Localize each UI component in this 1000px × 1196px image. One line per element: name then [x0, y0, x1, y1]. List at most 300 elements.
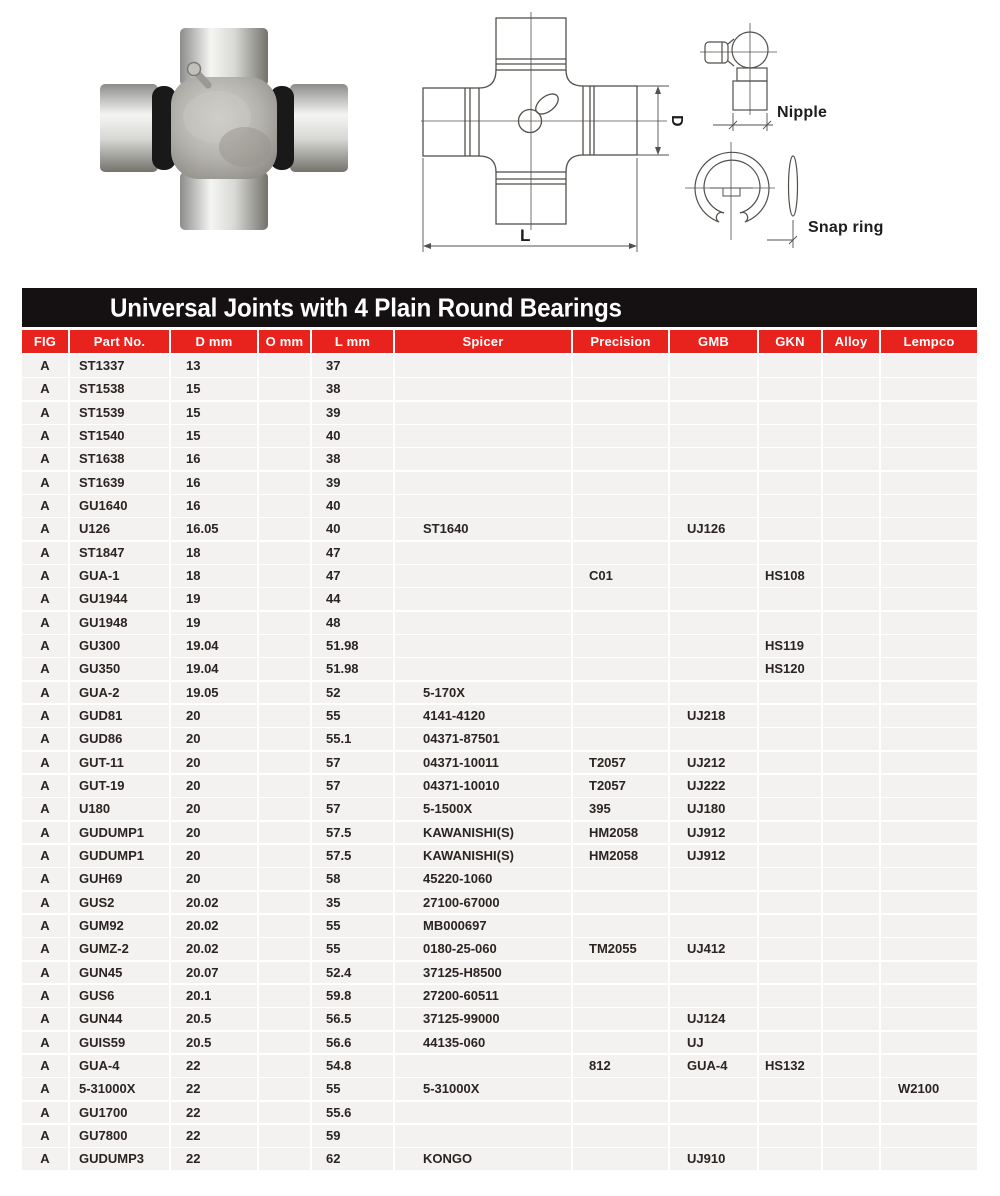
table-cell-lempco	[881, 448, 977, 470]
table-cell-spicer: 37125-99000	[395, 1008, 571, 1030]
table-cell-lempco	[881, 402, 977, 424]
title-banner	[22, 288, 977, 327]
table-body	[22, 355, 977, 1170]
table-cell-l-mm: 39	[312, 402, 393, 424]
table-cell-spicer: 45220-1060	[395, 868, 571, 890]
table-cell-alloy	[823, 635, 879, 657]
table-cell-gmb: UJ218	[670, 705, 757, 727]
table-cell-o-mm	[259, 658, 310, 680]
table-cell-spicer	[395, 565, 571, 587]
table-cell-lempco	[881, 1148, 977, 1170]
table-cell-gmb	[670, 868, 757, 890]
table-cell-gkn	[759, 588, 821, 610]
nipple-label: Nipple	[777, 104, 828, 121]
table-cell-fig: A	[22, 798, 68, 820]
table-cell-spicer	[395, 378, 571, 400]
table-cell-gmb: UJ126	[670, 518, 757, 540]
table-cell-fig: A	[22, 682, 68, 704]
table-cell-lempco	[881, 752, 977, 774]
table-cell-spicer	[395, 355, 571, 377]
table-cell-o-mm	[259, 798, 310, 820]
table-cell-lempco	[881, 658, 977, 680]
table-cell-lempco	[881, 938, 977, 960]
table-cell-precision	[573, 518, 668, 540]
table-cell-o-mm	[259, 495, 310, 517]
table-row	[22, 1055, 977, 1077]
table-cell-part-no: ST1847	[70, 542, 169, 564]
table-cell-l-mm: 55	[312, 1078, 393, 1100]
table-cell-precision	[573, 1008, 668, 1030]
table-cell-lempco	[881, 565, 977, 587]
table-cell-gmb	[670, 378, 757, 400]
table-cell-alloy	[823, 1125, 879, 1147]
table-cell-alloy	[823, 775, 879, 797]
table-cell-lempco	[881, 542, 977, 564]
table-cell-alloy	[823, 402, 879, 424]
table-cell-gmb	[670, 1102, 757, 1124]
table-cell-gkn	[759, 402, 821, 424]
table-cell-d-mm: 15	[171, 402, 257, 424]
table-cell-precision	[573, 355, 668, 377]
table-cell-d-mm: 18	[171, 542, 257, 564]
table-cell-spicer	[395, 1102, 571, 1124]
table-cell-l-mm: 48	[312, 612, 393, 634]
table-cell-spicer: KAWANISHI(S)	[395, 822, 571, 844]
table-cell-precision	[573, 868, 668, 890]
table-cell-gkn	[759, 518, 821, 540]
table-row	[22, 752, 977, 774]
table-cell-gkn: HS119	[759, 635, 821, 657]
table-cell-o-mm	[259, 402, 310, 424]
table-cell-alloy	[823, 1102, 879, 1124]
table-cell-fig: A	[22, 1032, 68, 1054]
table-cell-l-mm: 57.5	[312, 822, 393, 844]
table-cell-spicer: 04371-10010	[395, 775, 571, 797]
table-cell-o-mm	[259, 938, 310, 960]
table-cell-precision	[573, 378, 668, 400]
table-cell-alloy	[823, 938, 879, 960]
table-cell-d-mm: 22	[171, 1148, 257, 1170]
table-cell-d-mm: 20	[171, 822, 257, 844]
table-cell-fig: A	[22, 892, 68, 914]
table-cell-gmb	[670, 472, 757, 494]
table-row	[22, 962, 977, 984]
table-cell-lempco	[881, 915, 977, 937]
table-cell-part-no: GUD81	[70, 705, 169, 727]
table-cell-gkn	[759, 822, 821, 844]
table-cell-gmb: UJ912	[670, 845, 757, 867]
table-cell-d-mm: 22	[171, 1102, 257, 1124]
table-cell-gmb: UJ124	[670, 1008, 757, 1030]
table-cell-lempco	[881, 985, 977, 1007]
table-cell-part-no: GUA-2	[70, 682, 169, 704]
table-cell-precision	[573, 425, 668, 447]
table-cell-gkn	[759, 728, 821, 750]
table-cell-precision	[573, 1102, 668, 1124]
table-cell-o-mm	[259, 378, 310, 400]
table-cell-part-no: ST1639	[70, 472, 169, 494]
table-cell-gkn: HS120	[759, 658, 821, 680]
table-cell-fig: A	[22, 565, 68, 587]
table-cell-gkn	[759, 1102, 821, 1124]
table-cell-l-mm: 57.5	[312, 845, 393, 867]
table-cell-fig: A	[22, 1055, 68, 1077]
table-cell-precision: 395	[573, 798, 668, 820]
table-cell-gmb: UJ222	[670, 775, 757, 797]
table-cell-o-mm	[259, 868, 310, 890]
table-cell-o-mm	[259, 728, 310, 750]
table-cell-fig: A	[22, 1125, 68, 1147]
table-cell-d-mm: 20	[171, 752, 257, 774]
table-cell-l-mm: 57	[312, 752, 393, 774]
table-row	[22, 378, 977, 400]
table-row	[22, 1032, 977, 1054]
table-cell-precision	[573, 472, 668, 494]
table-cell-part-no: GUT-11	[70, 752, 169, 774]
table-cell-alloy	[823, 425, 879, 447]
table-cell-alloy	[823, 985, 879, 1007]
table-cell-l-mm: 55	[312, 938, 393, 960]
table-cell-o-mm	[259, 822, 310, 844]
table-cell-d-mm: 16	[171, 448, 257, 470]
table-cell-gmb	[670, 588, 757, 610]
table-cell-lempco	[881, 892, 977, 914]
table-cell-gmb: UJ	[670, 1032, 757, 1054]
table-cell-precision	[573, 728, 668, 750]
table-cell-o-mm	[259, 425, 310, 447]
table-row	[22, 1125, 977, 1147]
table-cell-gkn	[759, 1125, 821, 1147]
table-cell-l-mm: 58	[312, 868, 393, 890]
table-cell-fig: A	[22, 1102, 68, 1124]
table-cell-precision	[573, 915, 668, 937]
table-cell-alloy	[823, 868, 879, 890]
table-cell-fig: A	[22, 1008, 68, 1030]
table-cell-part-no: ST1538	[70, 378, 169, 400]
table-cell-fig: A	[22, 915, 68, 937]
table-cell-gmb: UJ212	[670, 752, 757, 774]
table-cell-d-mm: 19.04	[171, 658, 257, 680]
table-cell-gkn	[759, 1032, 821, 1054]
table-cell-d-mm: 19	[171, 588, 257, 610]
table-cell-alloy	[823, 845, 879, 867]
table-row	[22, 775, 977, 797]
table-cell-l-mm: 59	[312, 1125, 393, 1147]
table-header-row	[22, 330, 977, 353]
table-cell-gkn: HS132	[759, 1055, 821, 1077]
table-cell-l-mm: 52.4	[312, 962, 393, 984]
table-cell-alloy	[823, 752, 879, 774]
table-cell-gmb	[670, 565, 757, 587]
table-cell-lempco	[881, 962, 977, 984]
table-cell-lempco	[881, 868, 977, 890]
table-row	[22, 892, 977, 914]
table-cell-fig: A	[22, 845, 68, 867]
table-cell-precision: C01	[573, 565, 668, 587]
table-cell-alloy	[823, 822, 879, 844]
table-cell-gmb: GUA-4	[670, 1055, 757, 1077]
table-cell-l-mm: 57	[312, 775, 393, 797]
table-cell-l-mm: 47	[312, 565, 393, 587]
table-cell-fig: A	[22, 588, 68, 610]
table-cell-precision	[573, 1125, 668, 1147]
table-cell-l-mm: 40	[312, 495, 393, 517]
table-cell-l-mm: 35	[312, 892, 393, 914]
table-cell-fig: A	[22, 1078, 68, 1100]
table-row	[22, 542, 977, 564]
table-row	[22, 682, 977, 704]
table-cell-lempco	[881, 635, 977, 657]
table-cell-d-mm: 19	[171, 612, 257, 634]
column-header-l-mm: L mm	[312, 330, 393, 353]
table-cell-spicer: 44135-060	[395, 1032, 571, 1054]
column-header-lempco: Lempco	[881, 330, 977, 353]
table-cell-o-mm	[259, 1055, 310, 1077]
table-cell-fig: A	[22, 518, 68, 540]
table-cell-l-mm: 55	[312, 705, 393, 727]
table-cell-precision	[573, 682, 668, 704]
table-row	[22, 402, 977, 424]
table-cell-fig: A	[22, 868, 68, 890]
table-cell-precision: HM2058	[573, 845, 668, 867]
table-cell-d-mm: 20.1	[171, 985, 257, 1007]
table-row	[22, 1078, 977, 1100]
table-cell-part-no: 5-31000X	[70, 1078, 169, 1100]
table-cell-alloy	[823, 915, 879, 937]
table-cell-alloy	[823, 728, 879, 750]
table-row	[22, 915, 977, 937]
table-cell-gmb	[670, 728, 757, 750]
table-cell-gkn	[759, 1008, 821, 1030]
table-cell-part-no: GUM92	[70, 915, 169, 937]
table-cell-fig: A	[22, 775, 68, 797]
table-cell-fig: A	[22, 728, 68, 750]
table-cell-precision	[573, 1148, 668, 1170]
table-cell-alloy	[823, 588, 879, 610]
catalog-sheet	[22, 288, 977, 1170]
table-cell-o-mm	[259, 985, 310, 1007]
table-row	[22, 728, 977, 750]
table-cell-fig: A	[22, 635, 68, 657]
table-cell-l-mm: 51.98	[312, 635, 393, 657]
table-cell-l-mm: 62	[312, 1148, 393, 1170]
table-cell-precision	[573, 495, 668, 517]
table-cell-alloy	[823, 892, 879, 914]
table-cell-gkn	[759, 985, 821, 1007]
table-row	[22, 612, 977, 634]
table-cell-precision: T2057	[573, 775, 668, 797]
table-cell-gmb	[670, 915, 757, 937]
table-cell-l-mm: 47	[312, 542, 393, 564]
table-row	[22, 1102, 977, 1124]
table-cell-spicer	[395, 612, 571, 634]
table-cell-spicer	[395, 1055, 571, 1077]
table-cell-fig: A	[22, 472, 68, 494]
table-cell-lempco	[881, 472, 977, 494]
table-cell-fig: A	[22, 542, 68, 564]
table-cell-d-mm: 20	[171, 728, 257, 750]
table-cell-precision	[573, 588, 668, 610]
table-cell-fig: A	[22, 402, 68, 424]
table-cell-spicer: 04371-87501	[395, 728, 571, 750]
ujoint-photo-image	[100, 22, 350, 237]
table-cell-o-mm	[259, 472, 310, 494]
table-cell-o-mm	[259, 635, 310, 657]
table-cell-gmb: UJ910	[670, 1148, 757, 1170]
table-cell-l-mm: 55.6	[312, 1102, 393, 1124]
table-cell-spicer	[395, 635, 571, 657]
table-cell-l-mm: 52	[312, 682, 393, 704]
table-cell-spicer: KAWANISHI(S)	[395, 845, 571, 867]
table-cell-spicer: 4141-4120	[395, 705, 571, 727]
table-cell-o-mm	[259, 1148, 310, 1170]
table-cell-spicer: 0180-25-060	[395, 938, 571, 960]
table-cell-lempco: W2100	[881, 1078, 977, 1100]
table-cell-d-mm: 13	[171, 355, 257, 377]
table-row	[22, 822, 977, 844]
table-cell-fig: A	[22, 752, 68, 774]
table-cell-gkn	[759, 425, 821, 447]
table-cell-part-no: U180	[70, 798, 169, 820]
table-cell-gmb	[670, 355, 757, 377]
table-cell-alloy	[823, 705, 879, 727]
table-cell-d-mm: 16	[171, 495, 257, 517]
table-cell-gkn	[759, 682, 821, 704]
table-cell-spicer	[395, 542, 571, 564]
table-cell-fig: A	[22, 705, 68, 727]
table-cell-lempco	[881, 845, 977, 867]
table-cell-gkn	[759, 612, 821, 634]
table-cell-spicer	[395, 448, 571, 470]
table-cell-o-mm	[259, 612, 310, 634]
table-cell-lempco	[881, 1125, 977, 1147]
table-cell-o-mm	[259, 518, 310, 540]
table-cell-lempco	[881, 518, 977, 540]
table-cell-lempco	[881, 1032, 977, 1054]
table-cell-alloy	[823, 1055, 879, 1077]
table-cell-alloy	[823, 1078, 879, 1100]
table-cell-gmb	[670, 635, 757, 657]
table-cell-precision	[573, 892, 668, 914]
table-cell-o-mm	[259, 1125, 310, 1147]
table-cell-alloy	[823, 1032, 879, 1054]
table-cell-gmb	[670, 1078, 757, 1100]
table-cell-part-no: GUT-19	[70, 775, 169, 797]
table-cell-gmb	[670, 542, 757, 564]
table-cell-part-no: GUA-4	[70, 1055, 169, 1077]
table-cell-d-mm: 20	[171, 845, 257, 867]
table-cell-alloy	[823, 962, 879, 984]
table-cell-alloy	[823, 612, 879, 634]
table-cell-gkn	[759, 752, 821, 774]
table-cell-part-no: GUDUMP1	[70, 822, 169, 844]
table-cell-d-mm: 20.5	[171, 1008, 257, 1030]
table-cell-spicer: KONGO	[395, 1148, 571, 1170]
table-cell-fig: A	[22, 938, 68, 960]
table-cell-gkn	[759, 1148, 821, 1170]
table-cell-gmb: UJ912	[670, 822, 757, 844]
table-cell-part-no: ST1638	[70, 448, 169, 470]
table-cell-gmb	[670, 495, 757, 517]
table-cell-precision	[573, 635, 668, 657]
table-cell-part-no: ST1337	[70, 355, 169, 377]
column-header-o-mm: O mm	[259, 330, 310, 353]
table-cell-lempco	[881, 705, 977, 727]
table-cell-l-mm: 40	[312, 518, 393, 540]
table-cell-gmb	[670, 612, 757, 634]
table-cell-spicer	[395, 402, 571, 424]
table-cell-precision	[573, 658, 668, 680]
table-cell-lempco	[881, 1055, 977, 1077]
table-cell-lempco	[881, 1102, 977, 1124]
column-header-fig: FIG	[22, 330, 68, 353]
table-cell-lempco	[881, 588, 977, 610]
table-cell-alloy	[823, 355, 879, 377]
table-cell-spicer	[395, 495, 571, 517]
table-cell-o-mm	[259, 705, 310, 727]
table-cell-precision	[573, 1032, 668, 1054]
table-cell-gkn	[759, 1078, 821, 1100]
table-cell-l-mm: 51.98	[312, 658, 393, 680]
table-cell-fig: A	[22, 822, 68, 844]
table-cell-gkn	[759, 378, 821, 400]
column-header-gkn: GKN	[759, 330, 821, 353]
table-row	[22, 845, 977, 867]
table-cell-gkn	[759, 472, 821, 494]
table-cell-d-mm: 20	[171, 868, 257, 890]
table-cell-d-mm: 20.02	[171, 938, 257, 960]
dim-d-label: D	[668, 115, 685, 127]
table-cell-precision: TM2055	[573, 938, 668, 960]
table-cell-precision	[573, 705, 668, 727]
table-cell-l-mm: 44	[312, 588, 393, 610]
table-cell-alloy	[823, 1148, 879, 1170]
table-row	[22, 565, 977, 587]
table-row	[22, 1148, 977, 1170]
table-cell-precision	[573, 612, 668, 634]
table-cell-fig: A	[22, 962, 68, 984]
table-cell-spicer	[395, 588, 571, 610]
table-cell-part-no: GUMZ-2	[70, 938, 169, 960]
table-cell-o-mm	[259, 565, 310, 587]
table-cell-gkn	[759, 845, 821, 867]
column-header-gmb: GMB	[670, 330, 757, 353]
table-cell-precision	[573, 402, 668, 424]
table-cell-fig: A	[22, 425, 68, 447]
table-cell-alloy	[823, 448, 879, 470]
table-cell-l-mm: 56.5	[312, 1008, 393, 1030]
table-cell-o-mm	[259, 355, 310, 377]
table-cell-d-mm: 22	[171, 1125, 257, 1147]
table-cell-o-mm	[259, 915, 310, 937]
table-cell-o-mm	[259, 588, 310, 610]
table-row	[22, 472, 977, 494]
table-cell-part-no: ST1540	[70, 425, 169, 447]
table-cell-d-mm: 19.04	[171, 635, 257, 657]
table-cell-d-mm: 20	[171, 798, 257, 820]
snapring-diagram	[683, 138, 808, 258]
table-cell-l-mm: 38	[312, 448, 393, 470]
table-cell-part-no: GU350	[70, 658, 169, 680]
table-cell-part-no: GUDUMP1	[70, 845, 169, 867]
table-cell-precision	[573, 542, 668, 564]
table-cell-l-mm: 57	[312, 798, 393, 820]
table-cell-o-mm	[259, 682, 310, 704]
table-cell-o-mm	[259, 1008, 310, 1030]
cross-diagram-image	[420, 8, 700, 256]
table-cell-fig: A	[22, 495, 68, 517]
column-header-d-mm: D mm	[171, 330, 257, 353]
